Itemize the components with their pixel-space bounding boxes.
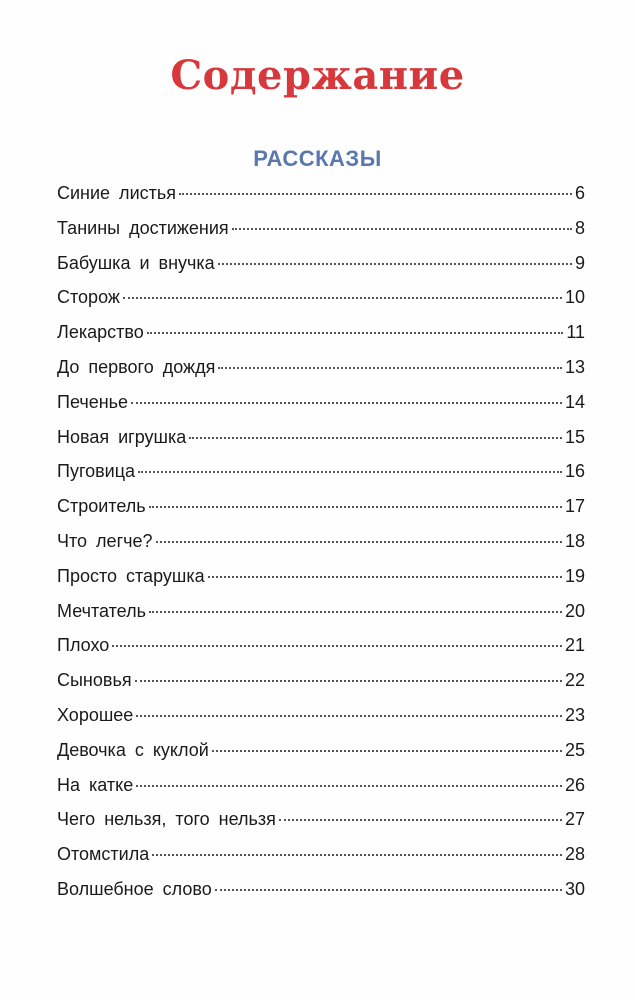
dot-leader	[156, 541, 562, 543]
toc-entry[interactable]	[57, 176, 585, 211]
toc-entry[interactable]	[57, 698, 585, 733]
toc-entry[interactable]	[57, 246, 585, 281]
dot-leader	[138, 471, 562, 473]
toc-entry-title: Что легче?	[57, 530, 153, 551]
dot-leader	[212, 750, 562, 752]
dot-leader	[147, 332, 564, 334]
dot-leader	[112, 645, 562, 647]
toc-entry-title: Отомстила	[57, 844, 150, 865]
dot-leader	[208, 576, 562, 578]
toc-entry-title: Пуговица	[57, 461, 136, 482]
toc-entry-page: 26	[564, 774, 585, 795]
toc-entry[interactable]	[57, 454, 585, 489]
toc-entry-title: Чего нельзя, того нельзя	[57, 809, 276, 830]
toc-entry-page: 16	[564, 461, 585, 482]
toc-entry-title: Бабушка и внучка	[57, 252, 215, 273]
toc-entry-page: 19	[564, 565, 585, 586]
toc-entry[interactable]	[57, 489, 585, 524]
toc-entry[interactable]	[57, 594, 585, 629]
toc-entry[interactable]	[57, 663, 585, 698]
toc-entry-page: 28	[564, 844, 585, 865]
toc-entry[interactable]	[57, 211, 585, 246]
toc-entry-title: Печенье	[57, 391, 129, 412]
dot-leader	[218, 263, 572, 265]
dot-leader	[136, 785, 562, 787]
page-title: Содержание	[170, 52, 465, 99]
toc-entry-title: Строитель	[57, 496, 146, 517]
toc-entry-title: Танины достижения	[57, 217, 229, 238]
toc-entry-title: Новая игрушка	[57, 426, 187, 447]
toc-entry-title: Лекарство	[57, 322, 144, 343]
dot-leader	[149, 506, 562, 508]
toc-entry-page: 17	[564, 496, 585, 517]
toc-entry-page: 14	[564, 391, 585, 412]
toc-entry-page: 13	[564, 356, 585, 377]
dot-leader	[232, 228, 572, 230]
toc-entry[interactable]	[57, 385, 585, 420]
section-heading: РАССКАЗЫ	[253, 146, 382, 171]
toc-entry-title: Волшебное слово	[57, 878, 212, 899]
toc-entry[interactable]	[57, 837, 585, 872]
toc-entry-page: 27	[564, 809, 585, 830]
toc-entry[interactable]	[57, 524, 585, 559]
dot-leader	[218, 367, 562, 369]
toc-entry[interactable]	[57, 872, 585, 907]
toc-entry[interactable]	[57, 280, 585, 315]
toc-entry-page: 30	[564, 878, 585, 899]
toc-entry-page: 25	[564, 739, 585, 760]
toc-entry[interactable]	[57, 733, 585, 768]
toc-entry-title: Синие листья	[57, 183, 176, 203]
dot-leader	[123, 297, 562, 299]
toc-entry-page: 20	[564, 600, 585, 621]
toc-entry-page: 11	[566, 322, 585, 343]
toc-entry-title: Сыновья	[57, 670, 132, 691]
toc-entry-page: 22	[564, 670, 585, 691]
dot-leader	[136, 715, 562, 717]
toc-entry-title: Хорошее	[57, 704, 134, 725]
toc-entry-page: 10	[564, 287, 585, 308]
toc-entry[interactable]	[57, 559, 585, 594]
toc-entry[interactable]	[57, 628, 585, 663]
toc-entry[interactable]	[57, 420, 585, 455]
toc-entry-title: Плохо	[57, 635, 110, 656]
toc-entry-page: 9	[574, 252, 585, 273]
dot-leader	[149, 611, 562, 613]
toc-entry-title: Мечтатель	[57, 600, 146, 621]
dot-leader	[279, 819, 562, 821]
toc-entry-title: До первого дождя	[57, 356, 216, 377]
table-of-contents	[57, 176, 585, 907]
toc-entry-page: 23	[564, 704, 585, 725]
dot-leader	[179, 193, 572, 195]
dot-leader	[152, 854, 562, 856]
toc-entry-page: 6	[574, 183, 585, 203]
toc-entry[interactable]	[57, 350, 585, 385]
toc-entry-page: 21	[564, 635, 585, 656]
toc-entry-page: 8	[574, 217, 585, 238]
toc-entry-title: Сторож	[57, 287, 120, 308]
toc-entry-page: 15	[564, 426, 585, 447]
toc-entry-title: Просто старушка	[57, 565, 205, 586]
dot-leader	[135, 680, 562, 682]
toc-entry[interactable]	[57, 802, 585, 837]
dot-leader	[189, 437, 562, 439]
toc-entry[interactable]	[57, 768, 585, 803]
toc-entry[interactable]	[57, 315, 585, 350]
toc-entry-title: На катке	[57, 774, 134, 795]
toc-entry-title: Девочка с куклой	[57, 739, 209, 760]
toc-entry-page: 18	[564, 530, 585, 551]
dot-leader	[215, 889, 562, 891]
dot-leader	[131, 402, 562, 404]
